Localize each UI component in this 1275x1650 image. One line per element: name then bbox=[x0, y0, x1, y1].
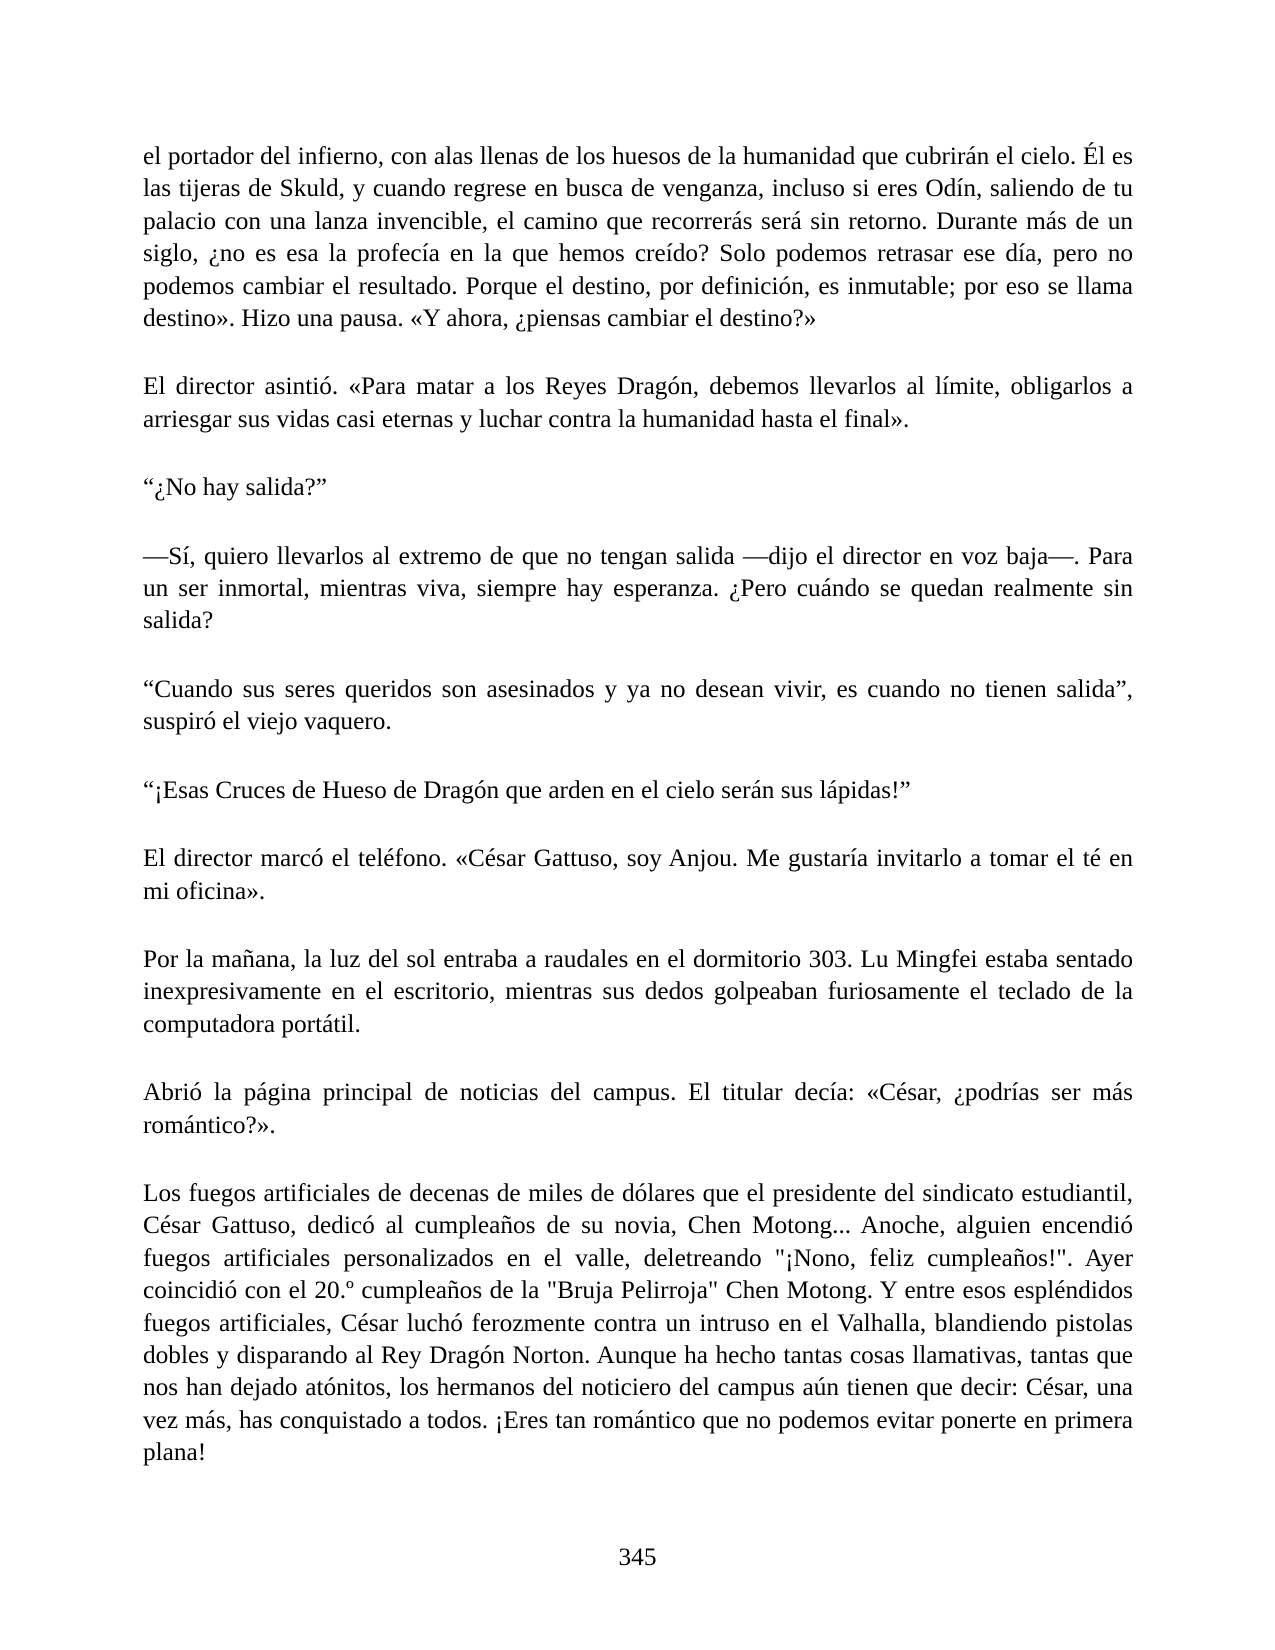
paragraph-4: —Sí, quiero llevarlos al extremo de que no tengan salida —dijo el director en voz baja—. Para un ser inmortal, mientras viva, siempre hay esperanza. ¿Pero cuándo se quedan realmente sin salida? bbox=[143, 541, 1133, 635]
paragraph-7: El director marcó el teléfono. «César Gattuso, soy Anjou. Me gustaría invitarlo a tomar el té en mi oficina». bbox=[143, 844, 1133, 905]
paragraph-6: “¡Esas Cruces de Hueso de Dragón que arden en el cielo serán sus lápidas!” bbox=[143, 775, 911, 804]
paragraph-1: el portador del infierno, con alas llenas de los huesos de la humanidad que cubrirán el cielo. Él es las tijeras de Skuld, y cuando regrese en busca de venganza, incluso si eres Odín, saliendo de tu palacio con una lanza invencible, el camino que recorrerás será sin retorno. Durante más de un siglo, ¿no es esa la profecía en la que hemos creído? Solo podemos retrasar ese día, pero no podemos cambiar el resultado. Porque el destino, por definición, es inmutable; por eso se llama destino». Hizo una pausa. «Y ahora, ¿piensas cambiar el destino?» bbox=[143, 142, 1133, 333]
paragraph-9: Abrió la página principal de noticias del campus. El titular decía: «César, ¿podrías ser más romántico?». bbox=[143, 1078, 1133, 1139]
paragraph-2: El director asintió. «Para matar a los Reyes Dragón, debemos llevarlos al límite, obligarlos a arriesgar sus vidas casi eternas y luchar contra la humanidad hasta el final». bbox=[143, 372, 1133, 433]
paragraph-8: Por la mañana, la luz del sol entraba a raudales en el dormitorio 303. Lu Mingfei estaba sentado inexpresivamente en el escritorio, mientras sus dedos golpeaban furiosamente el teclado de la computadora portátil. bbox=[143, 944, 1133, 1038]
paragraph-10: Los fuegos artificiales de decenas de miles de dólares que el presidente del sindicato estudiantil, César Gattuso, dedicó al cumpleaños de su novia, Chen Motong... Anoche, alguien encendió fuegos artificiales personalizados en el valle, deletreando "¡Nono, feliz cumpleaños!". Ayer coincidió con el 20.º cumpleaños de la "Bruja Pelirroja" Chen Motong. Y entre esos espléndidos fuegos artificiales, César luchó ferozmente contra un intruso en el Valhalla, blandiendo pistolas dobles y disparando al Rey Dragón Norton. Aunque ha hecho tantas cosas llamativas, tantas que nos han dejado atónitos, los hermanos del noticiero del campus aún tienen que decir: César, una vez más, has conquistado a todos. ¡Eres tan romántico que no podemos evitar ponerte en primera plana! bbox=[143, 1178, 1133, 1467]
page-text-block bbox=[143, 140, 1133, 1469]
paragraph-5: “Cuando sus seres queridos son asesinados y ya no desean vivir, es cuando no tienen salida”, suspiró el viejo vaquero. bbox=[143, 674, 1133, 736]
page-number: 345 bbox=[618, 1543, 657, 1571]
paragraph-3: “¿No hay salida?” bbox=[143, 473, 328, 502]
